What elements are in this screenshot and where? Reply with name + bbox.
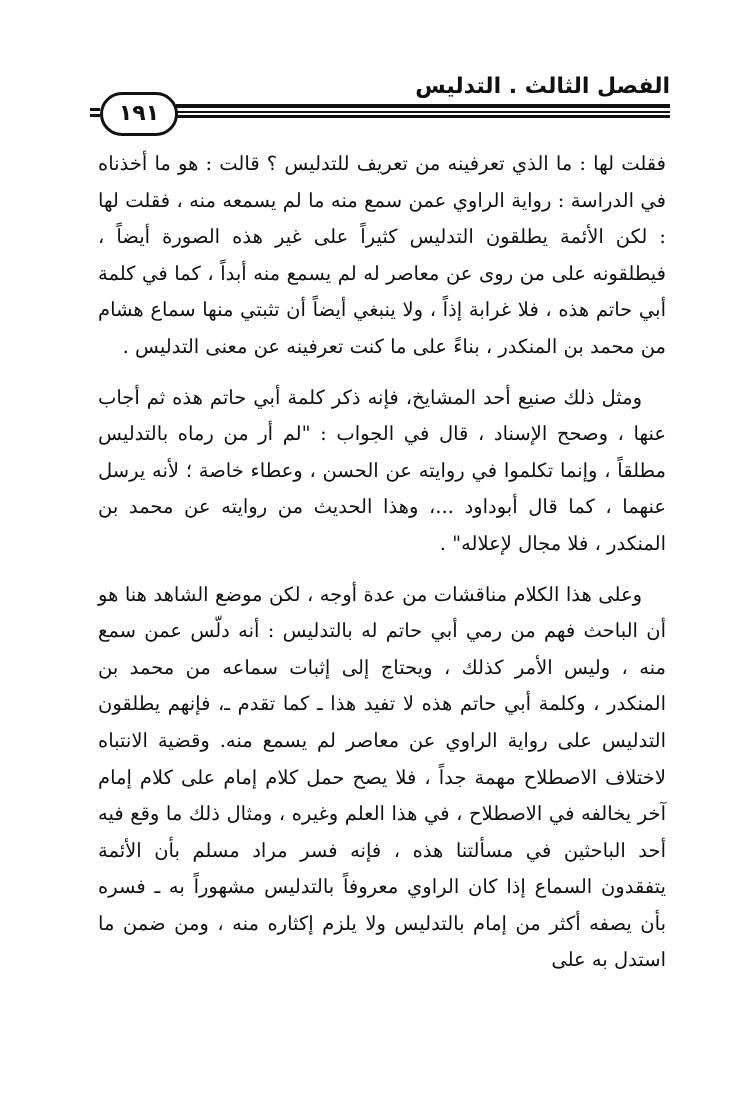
header-rule-thick-lower <box>176 115 670 118</box>
header-rule-thick <box>176 104 670 108</box>
page-number-badge: ١٩١ <box>100 92 178 136</box>
header-tick <box>90 114 100 117</box>
header-rule-thin <box>176 111 670 113</box>
main-text <box>98 146 666 979</box>
paragraph: وعلى هذا الكلام مناقشات من عدة أوجه ، لكن موضع الشاهد هنا هو أن الباحث فهم من رمي أبي حاتم له بالتدليس : أنه دلّس عمن سمع منه ، وليس الأمر كذلك ، ويحتاج إلى إثبات سماعه من محمد بن المنكدر ، وكلمة أبي حاتم هذه لا تفيد هذا ـ كما تقدم ـ، فإنهم يطلقون التدليس على رواية الراوي عن معاصر لم يسمع منه. وقضية الانتباه لاختلاف الاصطلاح مهمة جداً ، فلا يصح حمل كلام إمام على كلام إمام آخر يخالفه في الاصطلاح ، في هذا العلم وغيره ، ومثال ذلك ما وقع فيه أحد الباحثين في مسألتنا هذه ، فإنه فسر مراد مسلم بأن الأئمة يتفقدون السماع إذا كان الراوي معروفاً بالتدليس مشهوراً به ـ فسره بأن يصفه أكثر من إمام بالتدليس ولا يلزم إكثاره منه ، ومن ضمن ما استدل به على <box>98 582 666 972</box>
chapter-title: الفصل الثالث . التدليس <box>415 74 670 99</box>
page-header <box>90 72 670 142</box>
header-tick <box>90 108 100 111</box>
paragraph: فقلت لها : ما الذي تعرفينه من تعريف للتدليس ؟ قالت : هو ما أخذناه في الدراسة : رواية الراوي عمن سمع منه ما لم يسمعه منه ، فقلت لها : لكن الأئمة يطلقون التدليس كثيراً على غير هذه الصورة أيضاً ، فيطلقونه على من روى عن معاصر له لم يسمع منه أبداً ، كما في كلمة أبي حاتم هذه ، فلا غرابة إذاً ، ولا ينبغي أيضاً أن تثبتي منها سماع هشام من محمد بن المنكدر ، بناءً على ما كنت تعرفينه عن معنى التدليس . <box>98 152 666 358</box>
paragraph: ومثل ذلك صنيع أحد المشايخ، فإنه ذكر كلمة أبي حاتم هذه ثم أجاب عنها ، وصحح الإسناد ، قال في الجواب : "لم أر من رماه بالتدليس مطلقاً ، وإنما تكلموا في روايته عن الحسن ، وعطاء خاصة ؛ لأنه يرسل عنهما ، كما قال أبوداود ...، وهذا الحديث من روايته عن محمد بن المنكدر ، فلا مجال لإعلاله" . <box>98 385 666 555</box>
